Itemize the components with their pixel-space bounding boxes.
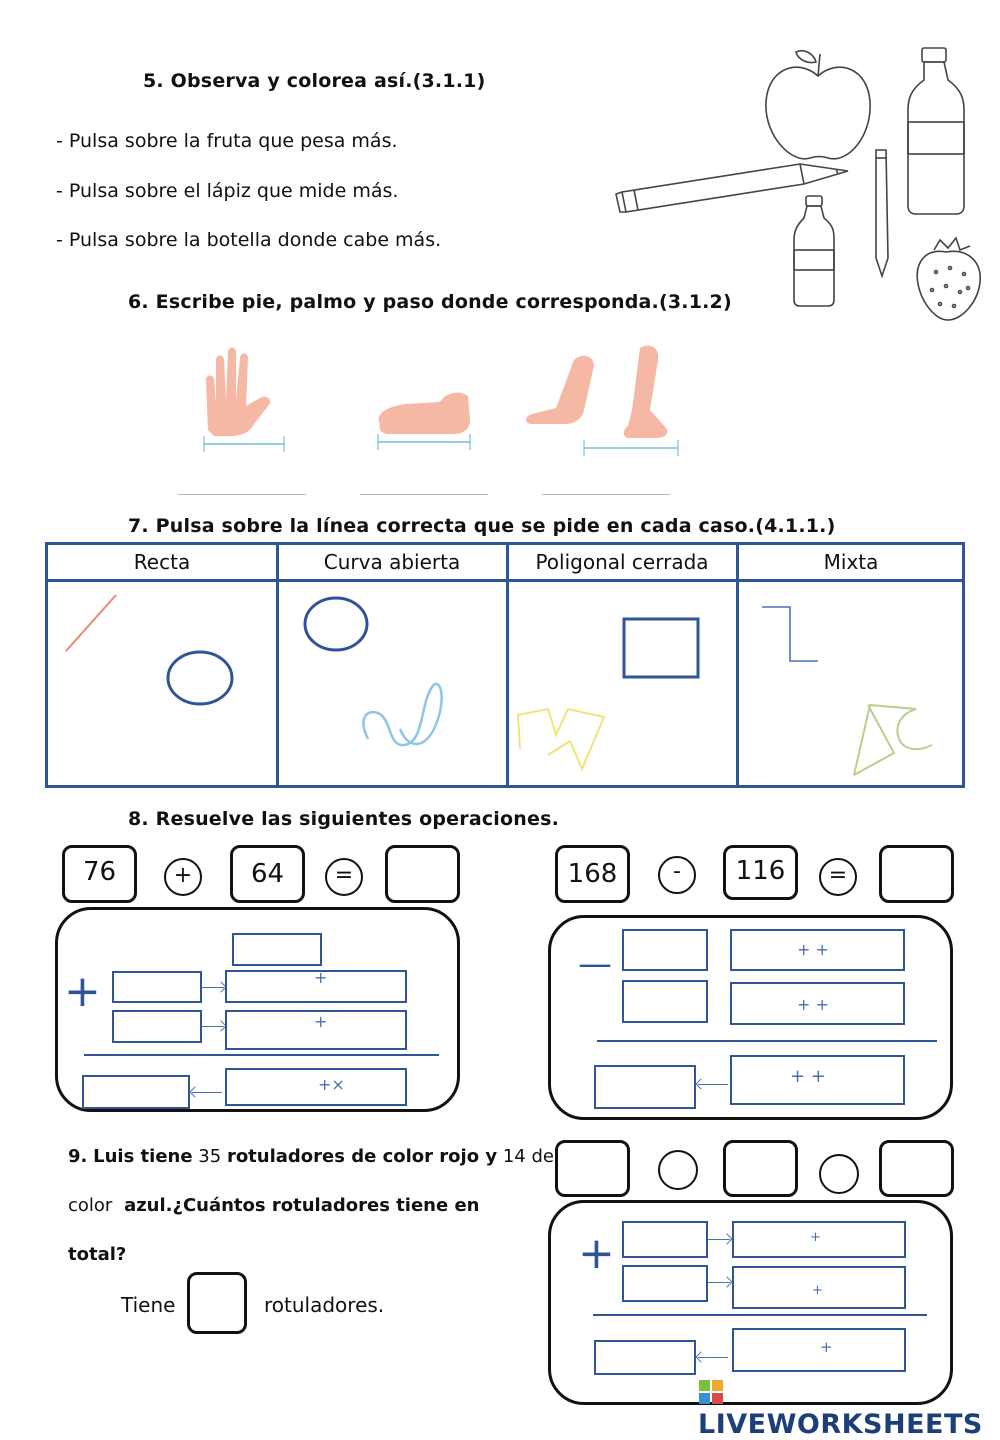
answer-line-step[interactable]: [542, 494, 670, 495]
straight-line-option[interactable]: [66, 595, 116, 651]
problem-line-3: total?: [68, 1244, 127, 1265]
addend-a-tens-input[interactable]: [112, 971, 202, 1003]
long-pencil-image[interactable]: [616, 164, 848, 212]
problem-operator-input[interactable]: [658, 1150, 698, 1190]
operator-equals: =: [819, 858, 857, 896]
problem-text-a: Luis tiene: [93, 1146, 193, 1167]
answer-line-hand[interactable]: [178, 494, 306, 495]
minuend-box: 168: [555, 845, 630, 903]
problem-number: 9.: [68, 1146, 88, 1167]
difference-result-input[interactable]: [879, 845, 954, 903]
plus-mark: + +: [797, 940, 829, 959]
problem-equals-input[interactable]: [819, 1154, 859, 1194]
plus-mark: +: [820, 1338, 833, 1356]
section8-heading: 8. Resuelve las siguientes operaciones.: [128, 808, 560, 830]
hand-image: [206, 348, 270, 437]
problem-addend-a-input[interactable]: [555, 1140, 630, 1197]
open-polygon-option[interactable]: [518, 709, 604, 769]
answer-line-foot[interactable]: [360, 494, 488, 495]
difference-total-input[interactable]: [594, 1065, 696, 1109]
sum-result-input[interactable]: [385, 845, 460, 903]
strawberry-image[interactable]: [917, 238, 980, 320]
arrow-right: [708, 1282, 730, 1283]
arrow-left: [698, 1084, 728, 1085]
problem-line-1: [68, 1146, 554, 1167]
subtrahend-input[interactable]: [622, 980, 708, 1023]
answer-prefix: Tiene: [121, 1293, 176, 1317]
answer-suffix: rotuladores.: [264, 1293, 385, 1317]
foot-image: [379, 393, 470, 434]
plus-sign: +: [64, 966, 101, 1017]
arrow-left: [192, 1092, 222, 1093]
minus-sign: —: [578, 944, 612, 984]
column-header-poligonal-cerrada: Poligonal cerrada: [535, 550, 709, 574]
sum-total-input[interactable]: [82, 1075, 190, 1109]
column-header-curva-abierta: Curva abierta: [323, 550, 461, 574]
arrow-right: [202, 987, 224, 988]
lines-table: [45, 542, 965, 788]
big-bottle-image[interactable]: [908, 48, 964, 214]
column-header-mixta: Mixta: [823, 550, 879, 574]
sum-decomp-input[interactable]: [225, 1068, 407, 1106]
problem-tens-b-input[interactable]: [622, 1265, 708, 1302]
carry-mark: +×: [318, 1075, 345, 1094]
apple-image[interactable]: [766, 51, 870, 159]
problem-addend-b-input[interactable]: [723, 1140, 798, 1197]
section7-heading: 7. Pulsa sobre la línea correcta que se pide en cada caso.(4.1.1.): [128, 515, 836, 537]
operator-minus: -: [658, 856, 696, 894]
plus-mark: + +: [790, 1066, 826, 1087]
plus-mark: +: [314, 968, 328, 987]
arrow-right: [202, 1026, 224, 1027]
minuend-input[interactable]: [622, 929, 708, 971]
open-curve-option[interactable]: [363, 684, 441, 745]
column-header-recta: Recta: [133, 550, 191, 574]
instruction-bottle: - Pulsa sobre la botella donde cabe más.: [56, 229, 442, 251]
circle-option[interactable]: [168, 652, 232, 704]
plus-mark: +: [810, 1230, 821, 1245]
closed-polygon-option[interactable]: [624, 619, 698, 677]
section5-heading: 5. Observa y colorea así.(3.1.1): [143, 70, 486, 92]
liveworksheets-logo: [698, 1378, 1000, 1440]
problem-blue-count: 14: [502, 1146, 526, 1167]
addend-b-tens-input[interactable]: [112, 1010, 202, 1043]
line-shapes: [48, 579, 962, 785]
objects-illustration: [600, 40, 1000, 330]
problem-line-2: [68, 1195, 479, 1216]
problem-sum-line: [593, 1314, 927, 1316]
subtrahend-box: 116: [723, 845, 798, 900]
carry-input[interactable]: [232, 933, 322, 966]
mixed-line-option[interactable]: [854, 705, 932, 775]
addend-b-box: 64: [230, 845, 305, 903]
problem-result-input[interactable]: [879, 1140, 954, 1197]
operator-plus: +: [164, 858, 202, 896]
problem-tens-a-input[interactable]: [622, 1221, 708, 1258]
step-image: [526, 346, 667, 438]
arrow-right: [708, 1239, 730, 1240]
short-pencil-image[interactable]: [876, 150, 888, 276]
plus-mark: +: [812, 1283, 823, 1298]
problem-total-input[interactable]: [594, 1340, 696, 1375]
operator-equals: =: [325, 858, 363, 896]
problem-text-b: rotuladores de color rojo y: [226, 1146, 498, 1167]
addend-a-box: 76: [62, 845, 137, 903]
sum-line: [84, 1054, 439, 1056]
plus-mark: + +: [797, 995, 829, 1014]
instruction-pencil: - Pulsa sobre el lápiz que mide más.: [56, 180, 399, 202]
problem-question: azul.¿Cuántos rotuladores tiene en: [124, 1195, 480, 1216]
plus-mark: +: [314, 1012, 328, 1031]
plus-sign: +: [578, 1228, 615, 1279]
problem-red-count: 35: [198, 1146, 222, 1167]
difference-line: [597, 1040, 937, 1042]
instruction-fruit: - Pulsa sobre la fruta que pesa más.: [56, 130, 398, 152]
closed-curve-option[interactable]: [305, 598, 367, 650]
problem-text-d: color: [68, 1195, 113, 1216]
arrow-left: [698, 1357, 728, 1358]
problem-decomp-total-input[interactable]: [732, 1328, 906, 1372]
answer-input[interactable]: [187, 1272, 247, 1334]
small-bottle-image[interactable]: [794, 196, 834, 306]
problem-text-c: de: [531, 1146, 554, 1167]
section6-heading: 6. Escribe pie, palmo y paso donde corresponda.(3.1.2): [128, 291, 732, 313]
polygonal-open-option[interactable]: [762, 607, 818, 661]
body-measures-illustration: [170, 340, 690, 465]
liveworksheets-badge-icon: [698, 1379, 724, 1405]
brand-name: LIVEWORKSHEETS: [698, 1409, 983, 1440]
